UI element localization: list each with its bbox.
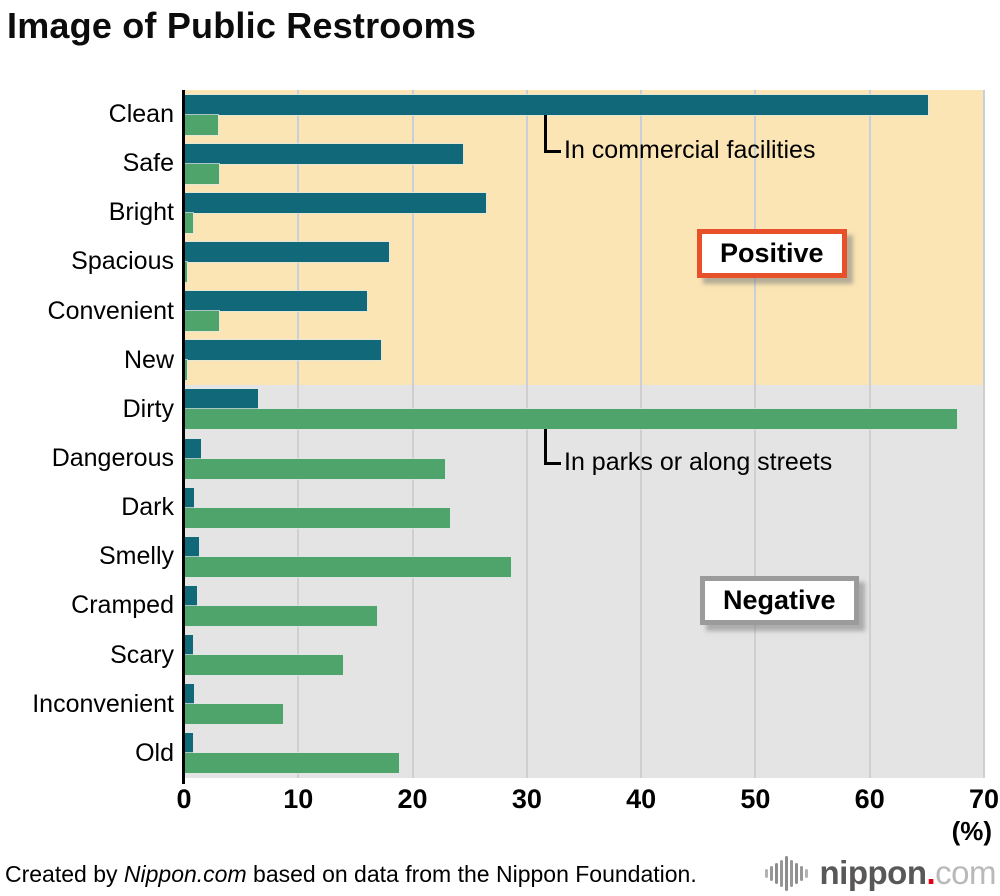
category-row-dirty — [122, 385, 984, 434]
bar-parks-convenient — [184, 311, 219, 331]
positive-badge: Positive — [697, 229, 847, 278]
legend-parks-label: In parks or along streets — [564, 448, 833, 476]
x-tick-50: 50 — [740, 784, 771, 814]
category-label-dark: Dark — [121, 493, 174, 522]
category-label-old: Old — [135, 738, 174, 767]
category-label-inconvenient: Inconvenient — [32, 689, 174, 718]
bar-parks-clean — [184, 115, 218, 135]
category-label-new: New — [123, 345, 174, 374]
category-row-dark — [121, 483, 984, 532]
bar-parks-old — [184, 753, 399, 773]
category-label-bright: Bright — [108, 198, 174, 227]
category-label-scary: Scary — [110, 640, 174, 669]
category-label-cramped: Cramped — [71, 591, 174, 620]
category-row-cramped — [71, 581, 984, 630]
credit-suffix: based on data from the Nippon Foundation. — [246, 861, 697, 887]
bar-commercial-spacious — [184, 242, 389, 262]
logo-name: nippon — [819, 854, 927, 891]
bar-parks-smelly — [184, 557, 511, 577]
category-label-spacious: Spacious — [71, 247, 174, 276]
bar-parks-scary — [184, 655, 343, 675]
bar-commercial-old — [184, 733, 193, 753]
bar-commercial-safe — [184, 144, 463, 164]
bar-commercial-bright — [184, 193, 486, 213]
bar-commercial-clean — [184, 95, 928, 115]
bars-layer — [32, 90, 984, 778]
category-label-convenient: Convenient — [47, 296, 174, 325]
x-tick-60: 60 — [854, 784, 885, 814]
bar-parks-safe — [184, 164, 219, 184]
parks-annotation-elbow-line — [544, 429, 561, 465]
category-label-dangerous: Dangerous — [51, 444, 174, 472]
bar-commercial-scary — [184, 635, 193, 655]
logo-tld: com — [935, 854, 996, 891]
bar-parks-dark — [184, 508, 450, 528]
waveform-icon — [765, 851, 810, 895]
x-tick-20: 20 — [397, 784, 428, 814]
y-axis-line — [182, 90, 185, 784]
bar-commercial-dirty — [184, 389, 258, 409]
category-label-dirty: Dirty — [122, 394, 174, 423]
bar-commercial-inconvenient — [184, 684, 194, 704]
credit-site-name: Nippon.com — [123, 861, 247, 887]
page-title: Image of Public Restrooms — [7, 5, 477, 46]
x-tick-30: 30 — [511, 784, 542, 814]
category-row-smelly — [98, 532, 984, 581]
category-row-clean — [108, 90, 984, 139]
x-tick-40: 40 — [626, 784, 657, 814]
logo-text — [820, 854, 996, 892]
category-row-spacious — [71, 237, 984, 286]
x-tick-0: 0 — [176, 784, 192, 814]
bar-parks-inconvenient — [184, 704, 283, 724]
category-row-scary — [110, 631, 984, 680]
bar-commercial-convenient — [184, 291, 367, 311]
category-row-bright — [108, 188, 984, 237]
axis-unit-label: (%) — [951, 816, 992, 846]
bar-commercial-smelly — [184, 537, 199, 557]
bar-parks-cramped — [184, 606, 377, 626]
category-row-old — [135, 729, 984, 778]
commercial-annotation-elbow-line — [544, 115, 561, 153]
bar-parks-dangerous — [184, 459, 445, 479]
bar-commercial-dangerous — [184, 439, 201, 459]
credit-prefix: Created by — [5, 861, 124, 887]
nippon-com-logo — [765, 851, 996, 895]
bar-parks-dirty — [184, 409, 957, 429]
bar-parks-bright — [184, 213, 193, 233]
bar-commercial-new — [184, 340, 381, 360]
source-credit — [5, 861, 697, 888]
bar-commercial-cramped — [184, 586, 197, 606]
category-row-new — [123, 336, 984, 385]
x-tick-70: 70 — [968, 784, 1000, 814]
x-tick-10: 10 — [283, 784, 314, 814]
category-label-smelly: Smelly — [98, 542, 174, 571]
category-row-convenient — [47, 287, 984, 336]
negative-badge: Negative — [700, 576, 859, 625]
category-label-clean: Clean — [108, 100, 174, 128]
logo-dot: . — [926, 854, 936, 891]
legend-commercial-label: In commercial facilities — [564, 136, 816, 164]
category-row-inconvenient — [32, 680, 984, 729]
category-label-safe: Safe — [122, 149, 174, 178]
bar-commercial-dark — [184, 488, 194, 508]
plot-area — [32, 90, 1000, 846]
